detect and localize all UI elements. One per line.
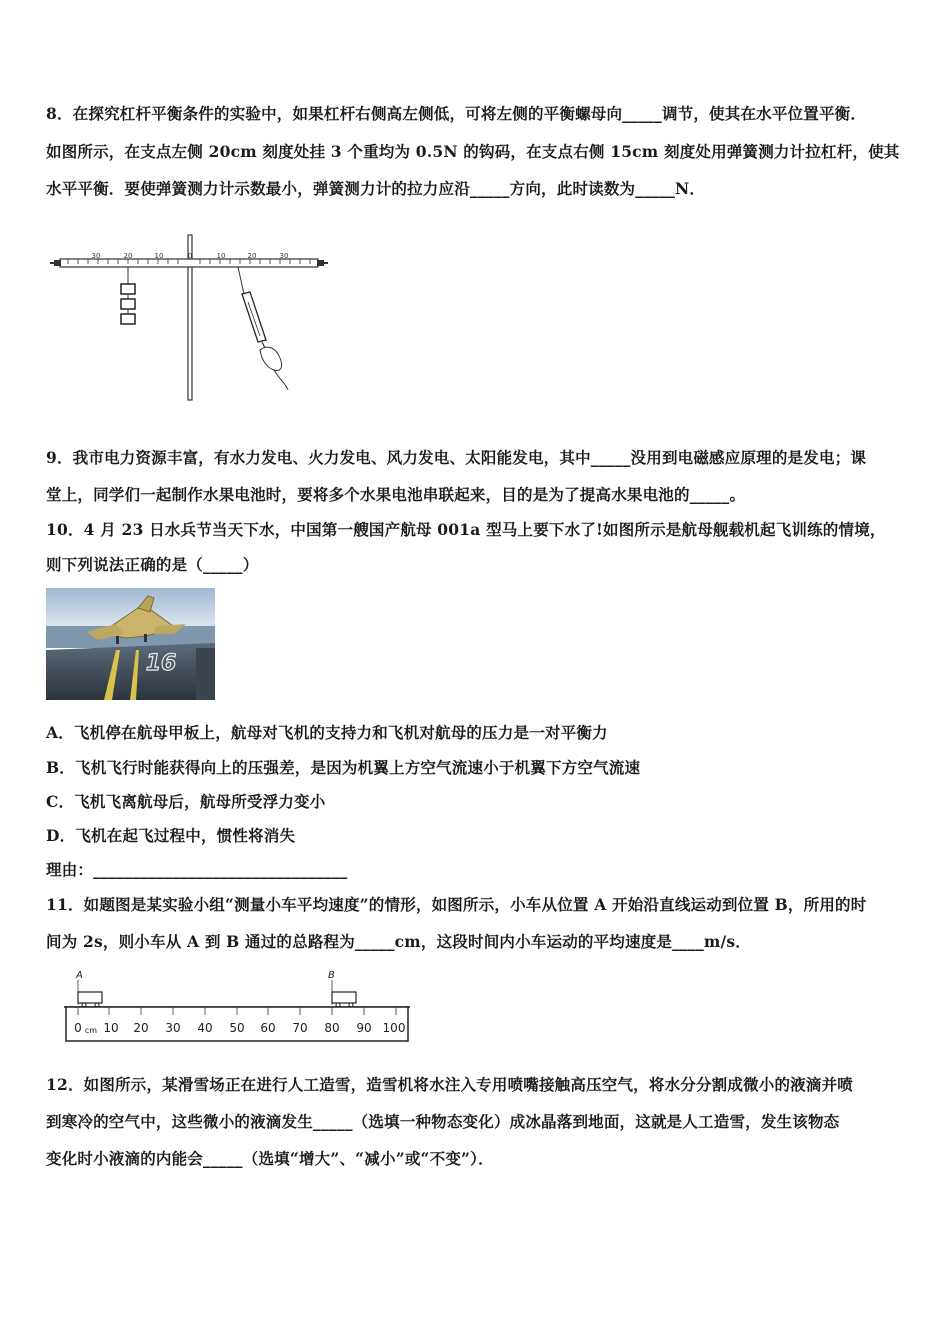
cart-a [78,992,102,1007]
q10-option-b: B．飞机飞行时能获得向上的压强差，是因为机翼上方空气流速小于机翼下方空气流速 [46,758,641,777]
ruler-tick-label: 70 [292,1021,308,1035]
ruler-tick-label: 20 [133,1021,149,1035]
q10-reason: 理由：________________________________ [46,860,348,879]
balance-nut-right [317,260,324,266]
spring-scale [238,267,288,390]
ruler-tick-label: 50 [229,1021,245,1035]
lever-tick-label: 20 [123,252,133,260]
balance-nut-left [54,260,61,266]
lever-tick-label: 10 [216,252,226,260]
deck-number: 16 [145,651,177,676]
q11-text-line1: 11．如题图是某实验小组“测量小车平均速度”的情形，如图所示，小车从位置 A 开始沿直线运动到位置 B，所用的时 [46,895,867,914]
position-b-label: B [328,970,335,981]
q12-text-line3: 变化时小液滴的内能会_____（选填“增大”、“减小”或“不变”）． [46,1149,494,1168]
hook-weights [121,267,135,324]
lever-tick-label: 0 [187,252,193,260]
q8-text-line3: 水平平衡．要使弹簧测力计示数最小，弹簧测力计的拉力应沿_____方向，此时读数为_____N． [46,179,706,198]
q10-option-c: C．飞机飞离航母后，航母所受浮力变小 [46,792,326,811]
ruler-unit-label: cm [84,1026,98,1035]
ruler-zero-label: 0 [74,1021,82,1035]
ruler-tick-label: 100 [382,1021,406,1035]
ruler-tick-label: 60 [260,1021,276,1035]
q9-text-line2: 堂上，同学们一起制作水果电池时，要将多个水果电池串联起来，目的是为了提高水果电池的_____。 [46,485,746,504]
q12-text-line2: 到寒冷的空气中，这些微小的液滴发生_____（选填一种物态变化）成冰晶落到地面，这就是人工造雪，发生该物态 [46,1112,840,1131]
q10-option-a: A．飞机停在航母甲板上，航母对飞机的支持力和飞机对航母的压力是一对平衡力 [46,723,608,742]
ruler-tick-label: 90 [356,1021,372,1035]
q9-text-line1: 9．我市电力资源丰富，有水力发电、火力发电、风力发电、太阳能发电，其中_____没用到电磁感应原理的是发电；课 [46,448,867,467]
position-a-label: A [76,970,83,981]
ruler-tick-label: 10 [103,1021,119,1035]
ruler-tick-label: 30 [165,1021,181,1035]
ruler-tick-label: 40 [197,1021,213,1035]
lever-tick-label: 20 [247,252,257,260]
q8-text-line2: 如图所示，在支点左侧 20cm 刻度处挂 3 个重均为 0.5N 的钩码，在支点右侧 15cm 刻度处用弹簧测力计拉杠杆，使其 [46,142,900,161]
ruler-figure [60,965,412,1045]
q10-text-line1: 10．4 月 23 日水兵节当天下水，中国第一艘国产航母 001a 型马上要下水了!如图所示是航母舰载机起飞训练的情境， [46,520,886,539]
lever-figure [48,232,333,407]
cart-b [332,992,356,1007]
ruler-tick-label: 80 [324,1021,340,1035]
q8-text-line1: 8．在探究杠杆平衡条件的实验中，如果杠杆右侧高左侧低，可将左侧的平衡螺母向_____调节，使其在水平位置平衡． [46,104,867,123]
q11-text-line2: 间为 2s，则小车从 A 到 B 通过的总路程为_____cm，这段时间内小车运动的平均速度是____m/s． [46,932,751,951]
lever-tick-label: 30 [91,252,101,260]
q10-option-d: D．飞机在起飞过程中，惯性将消失 [46,826,296,845]
lever-tick-label: 30 [279,252,289,260]
q12-text-line1: 12．如图所示，某滑雪场正在进行人工造雪，造雪机将水注入专用喷嘴接触高压空气，将水分分割成微小的液滴并喷 [46,1075,853,1094]
q10-text-line2: 则下列说法正确的是（_____） [46,555,259,574]
lever-tick-label: 10 [154,252,164,260]
carrier-jet-photo [46,588,215,700]
lever-bar [60,259,318,267]
